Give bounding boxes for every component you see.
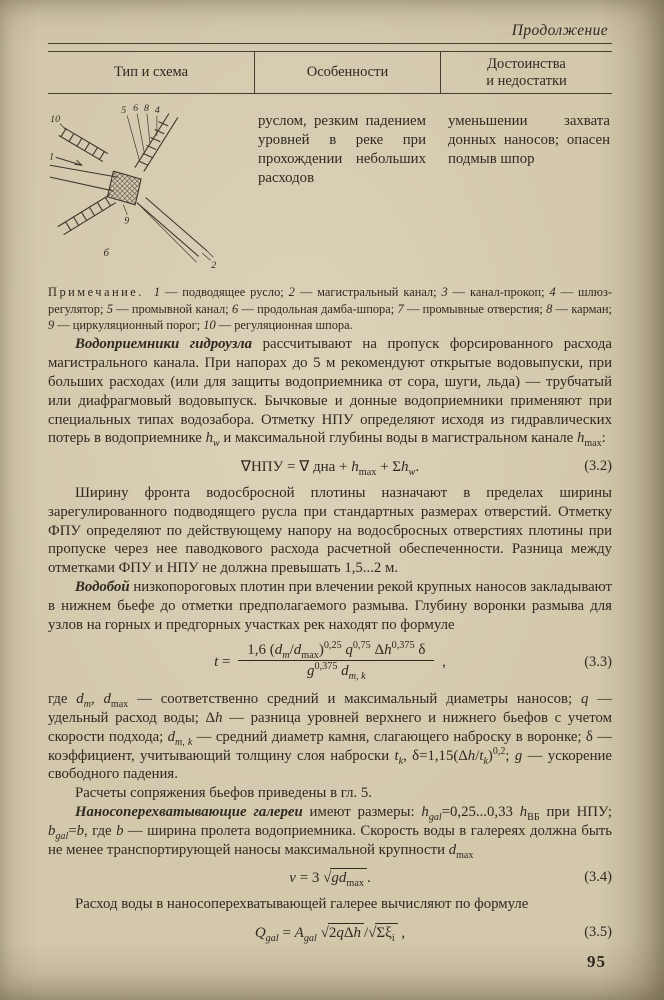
paragraph-spillway-front: Ширину фронта водосбросной плотины назначают в пределах ширины зарегулированного подводящего русла при стандартных размерах отверстий. Отметку ФПУ определяют по действующему напору на водосбросных отверстиях плотины при пропуске через нее паводкового расхода расчетной обеспеченности. Разница между отметками ФПУ и НПУ не должна превышать 1,5...2 м. [48, 485, 612, 577]
paragraph-gallery-discharge: Расход воды в наносоперехватывающей галерее вычисляют по формуле [75, 896, 529, 913]
paragraph-galleries: Наносоперехватывающие галереи имеют размеры: $h_{gal}=0,25...0,33$ $h_{ВБ}$ при НПУ; $b_{gal}=b$, где b — ширина пролета водоприемника. Скорость воды в галереях должна быть не менее транспортирующей наносы максимальной крупности $d_{max}$ [48, 804, 612, 861]
figure-label-8: 8 [144, 103, 149, 115]
formula-3-2-number: (3.2) [584, 458, 612, 475]
formula-3-4-body: v = 3 $√gd_{max}$ . [289, 870, 371, 890]
table-header [48, 51, 612, 94]
formula-3-3 [48, 640, 612, 683]
table-header-features: Особенности [254, 52, 440, 93]
figure-label-6: 6 [133, 103, 139, 115]
figure-note: Примечание. 1 — подводящее русло; 2 — магистральный канал; 3 — канал-прокоп; 4 — шлюз-регулятор; 5 — промывной канал; 6 — продольная дамба-шпора; 7 — промывные отверстия; 8 — карман; 9 — циркуляционный порог; 10 — регуляционная шпора. [48, 285, 613, 333]
table-header-pros-cons: Достоинства и недостатки [440, 52, 612, 93]
page-content [48, 22, 612, 950]
formula-3-4 [48, 868, 612, 890]
figure-label-2: 2 [211, 260, 217, 271]
page-number: 95 [587, 952, 606, 971]
figure-label-1: 1 [49, 151, 55, 163]
formula-3-5-number: (3.5) [584, 924, 612, 941]
figure-sublabel-b: б [103, 247, 109, 260]
table-row [48, 100, 612, 276]
row-pros-cons-text: уменьшении захвата донных наносов; опасен подмыв шпор [448, 113, 610, 168]
continuation-label: Продолжение [511, 22, 608, 39]
figure-label-4: 4 [154, 105, 160, 117]
formula-3-5 [48, 923, 612, 945]
paragraph-intakes: Водоприемники гидроузла рассчитывают на пропуск форсированного расхода магистрального канала. При напорах до 5 м рекомендуют открытые водовыпуски, при больших расходах (или для защиты водоприемника от сора, шуги, льда) — трубчатый или диафрагмовый водовыпуск. Бычковые и донные водоприемники применяют при специальных типах водозабора. Отметку НПУ определяют исходя из гидравлических потерь в водоприемнике $h_w$ и максимальной глубины воды в магистральном канале $h_{max}$: [48, 336, 612, 450]
paragraph-chapter-ref: Расчеты сопряжения бьефов приведены в гл. 5. [75, 785, 372, 802]
table-header-type-scheme: Тип и схема [113, 64, 189, 81]
formula-3-2 [48, 457, 612, 479]
figure-label-10: 10 [50, 114, 61, 126]
formula-3-5-body: $Q_{gal} = A_{gal}$ √2qΔh $/√\Sigma\xi_i$ , [254, 925, 406, 945]
figure-label-9: 9 [124, 215, 130, 227]
figure-label-5: 5 [121, 105, 127, 117]
formula-3-3-number: (3.3) [584, 654, 612, 671]
row-features-text: руслом, резким падением уровней в реке при прохождении небольших расходов [258, 113, 426, 187]
formula-3-3-body: t = $\frac{1,6 (d_m/d_{max})^{0,25} q^{0,75} \Delta h^{0,375} \delta}{g^{0,375} d_{m, k}}$ , [214, 640, 446, 683]
hydraulic-scheme-figure [48, 102, 246, 270]
paragraph-definitions: где $d_m$, $d_{max}$ — соответственно средний и максимальный диаметры наносов; q — удельный расход воды; Δh — разница уровней верхнего и нижнего бьефов с учетом скорости подхода; $d_{m, k}$ — средний диаметр камня, слагающего наброску в воронке; δ — коэффициент, учитывающий толщину слоя наброски $t_k$, $\delta=1,15(\Delta h/t_k)^{0,2}$; g — ускорение свободного падения. [48, 691, 613, 783]
formula-3-4-number: (3.4) [584, 869, 612, 886]
formula-3-2-body: ∇НПУ = ∇ дна + $h_{max} + \Sigma h_w$. [240, 459, 420, 479]
scheme-figure-cell [48, 100, 254, 276]
top-rule [48, 43, 612, 44]
paragraph-stilling-basin: Водобой низкопороговых плотин при влечении рекой крупных наносов закладывают в нижнем бьефе до отметки предполагаемого размыва. Глубину воронки размыва для узлов на горных и предгорных участках рек находят по формуле [48, 579, 612, 633]
